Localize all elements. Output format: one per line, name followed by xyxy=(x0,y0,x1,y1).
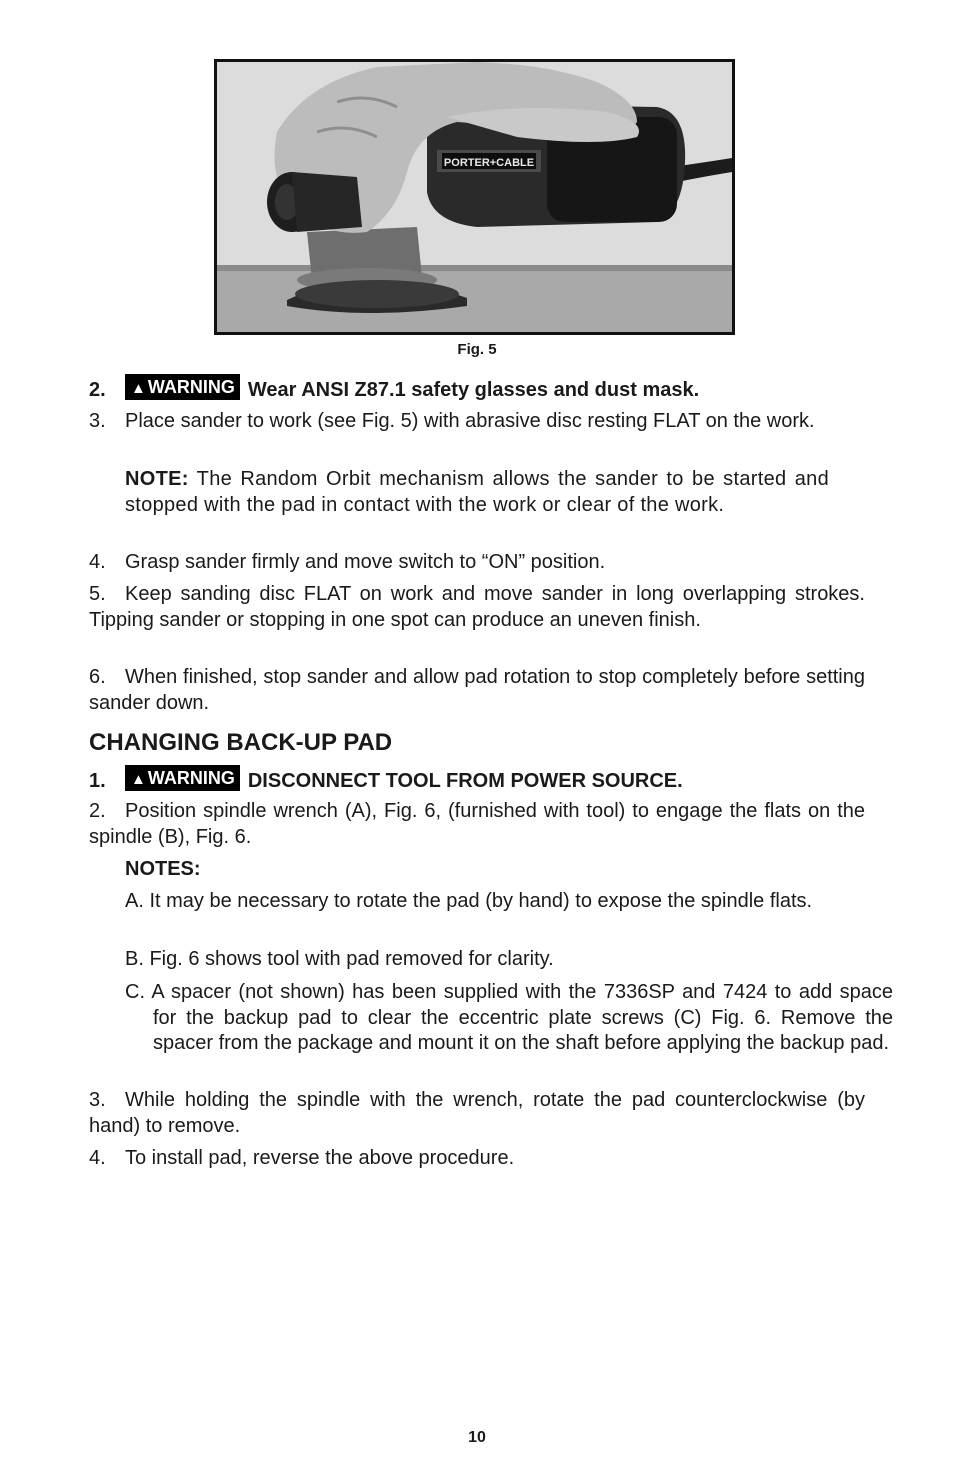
sander-photo-illustration xyxy=(217,62,732,332)
section-heading: CHANGING BACK-UP PAD xyxy=(89,729,393,756)
step-3 xyxy=(89,409,865,435)
step-number: 6. xyxy=(89,666,106,688)
step-number: 2. xyxy=(89,800,106,822)
notes-label: NOTES: xyxy=(125,858,201,880)
step-text: To install pad, reverse the above procedure. xyxy=(125,1147,515,1169)
step-number: 3. xyxy=(89,410,106,432)
figure-caption: Fig. 5 xyxy=(457,341,497,358)
step-text: Grasp sander firmly and move switch to “ON” position. xyxy=(125,551,606,573)
note-item-text: A spacer (not shown) has been supplied with the 7336SP and 7424 to add space for the backup pad to clear the eccentric plate screws (C) Fig. 6. Remove the spacer from the package and mount it on the shaft before applying the backup pad. xyxy=(151,981,893,1054)
step-number: 4. xyxy=(89,551,106,573)
section-step-1-warning xyxy=(89,765,865,795)
step-text: Keep sanding disc FLAT on work and move sander in long overlapping strokes. Tipping sander or stopping in one spot can produce an uneven finish. xyxy=(89,583,865,631)
note-item-a xyxy=(125,889,893,915)
section-step-3 xyxy=(89,1088,865,1139)
step-text: While holding the spindle with the wrench, rotate the pad counterclockwise (by hand) to remove. xyxy=(89,1089,865,1137)
figure-5-photo xyxy=(214,59,735,335)
step-number: 4. xyxy=(89,1147,106,1169)
warning-badge xyxy=(125,765,240,791)
note-text: The Random Orbit mechanism allows the sander to be started and stopped with the pad in contact with the work or clear of the work. xyxy=(125,468,829,516)
step-number: 2. xyxy=(89,379,106,401)
step-text: Wear ANSI Z87.1 safety glasses and dust mask. xyxy=(247,379,700,401)
note-letter: A. xyxy=(125,890,144,912)
note-item-text: It may be necessary to rotate the pad (by hand) to expose the spindle flats. xyxy=(149,890,813,912)
note-label: NOTE: xyxy=(125,468,189,490)
warning-triangle-icon: ▲ xyxy=(131,771,146,788)
warning-label: WARNING xyxy=(147,377,235,397)
step-4 xyxy=(89,550,865,576)
section-step-4 xyxy=(89,1146,865,1172)
step-text: When finished, stop sander and allow pad rotation to stop completely before setting sander down. xyxy=(89,666,865,714)
step-6 xyxy=(89,665,865,716)
step-number: 5. xyxy=(89,583,106,605)
note-item-b xyxy=(125,947,893,973)
step-text: DISCONNECT TOOL FROM POWER SOURCE. xyxy=(247,770,683,792)
page-number: 10 xyxy=(468,1429,486,1446)
note-letter: B. xyxy=(125,948,144,970)
note-item-c xyxy=(125,980,893,1057)
warning-triangle-icon: ▲ xyxy=(131,380,146,397)
step-text: Position spindle wrench (A), Fig. 6, (furnished with tool) to engage the flats on the spindle (B), Fig. 6. xyxy=(89,800,865,848)
brand-label: PORTER+CABLE xyxy=(443,157,535,169)
section-step-2 xyxy=(89,799,865,850)
note-paragraph xyxy=(125,467,829,518)
step-text: Place sander to work (see Fig. 5) with abrasive disc resting FLAT on the work. xyxy=(125,410,815,432)
warning-label: WARNING xyxy=(147,768,235,788)
note-letter: C. xyxy=(125,981,145,1003)
warning-badge xyxy=(125,374,240,400)
note-item-text: Fig. 6 shows tool with pad removed for clarity. xyxy=(149,948,554,970)
step-2-warning xyxy=(89,374,865,404)
step-number: 3. xyxy=(89,1089,106,1111)
step-number: 1. xyxy=(89,770,106,792)
step-5 xyxy=(89,582,865,633)
